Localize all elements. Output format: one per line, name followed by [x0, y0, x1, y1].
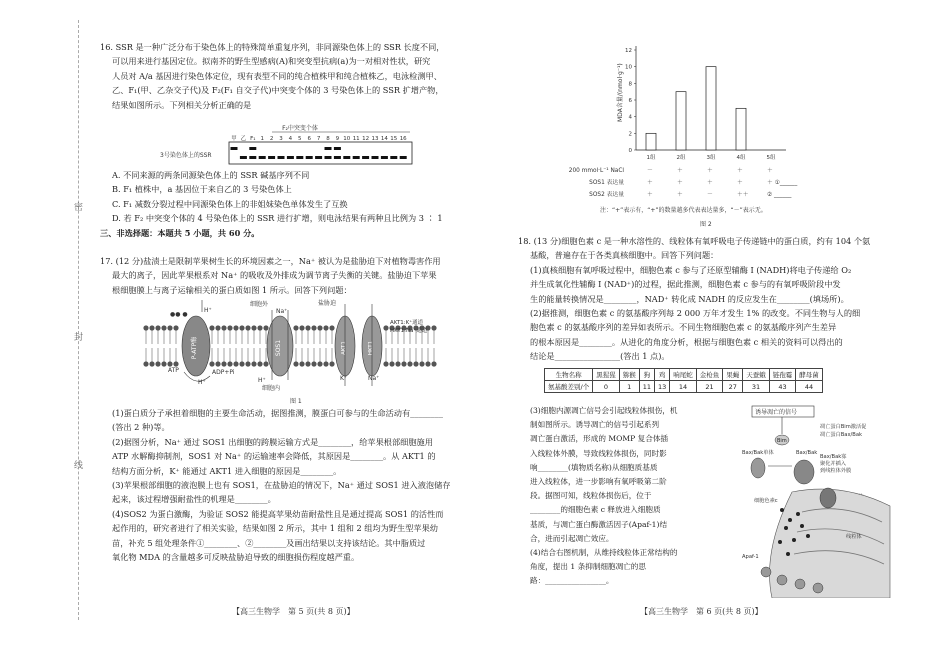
table-cell: 13 — [654, 381, 669, 393]
binding-mark-xian: 线 — [74, 461, 84, 471]
text-line: 最大的离子，因此苹果根系对 Na⁺ 的吸收及外排成为调节离子失衡的关键。盐胁迫下苹果 — [112, 270, 437, 281]
cytc-dot — [800, 524, 804, 528]
lipid-head — [407, 361, 412, 366]
lipid-head — [173, 361, 178, 366]
salt-stress-label: 盐胁迫 — [318, 300, 337, 307]
condition-cell: ＋ — [767, 168, 773, 174]
text-line: ________的细胞色素 c 释放进入细胞质 — [530, 505, 661, 515]
gel-lane-label: 16 — [399, 136, 407, 142]
gel-band — [381, 156, 388, 159]
gel-band — [353, 156, 360, 159]
h-bottom-label: H⁺ — [198, 379, 206, 386]
condition-row-label: SOS1 表达量 — [589, 180, 624, 186]
text-line: 进入线粒体，进一步影响有氧呼吸第二阶 — [530, 477, 667, 487]
table-cell: 11 — [639, 381, 654, 393]
note-line-4: 聚化并插入 — [820, 461, 846, 467]
lipid-head — [239, 325, 244, 330]
mitochondrion-label: 线粒体 — [846, 534, 862, 540]
lipid-head — [167, 361, 172, 366]
text-line: 胞色素 c 的氨基酸序列的差异如表所示。不同生物细胞色素 c 的氨基酸序列产生差异 — [530, 322, 837, 333]
binding-mark-mi: 密 — [74, 203, 84, 213]
gel-band — [306, 156, 313, 159]
condition-cell: ＋＋ — [737, 192, 749, 198]
x-tick-label: 1组 — [646, 155, 656, 161]
lipid-head — [263, 361, 268, 366]
option-d: D. 若 F₂ 中突变个体的 4 号染色体上的 SSR 进行扩增，则电泳结果有两种且比例为 3 ∶ 1 — [112, 213, 443, 224]
text-line: 人员对 A/a 基因进行染色体定位，现有表型不同的纯合植株甲和纯合植株乙，电泳检测甲、 — [112, 70, 442, 81]
lipid-head — [323, 325, 328, 330]
lipid-head — [257, 325, 262, 330]
gel-band — [296, 156, 303, 159]
text-line: 乙、F₁(甲、乙杂交子代)及 F₂(F₁ 自交子代)中突变个体的 3 号染色体上的 SSR 扩增产物， — [112, 85, 444, 96]
membrane-transport-figure — [140, 298, 480, 406]
gel-band — [362, 156, 369, 159]
table-cell: 金枪鱼 — [696, 369, 723, 381]
text-line: 的根本原因是________。从进化的角度分析，根据与细胞色素 c 相关的资料可以得出的 — [530, 336, 843, 347]
cytc-dot — [780, 508, 784, 512]
table-cell: 鸡 — [654, 369, 669, 381]
lipid-head — [305, 361, 310, 366]
apaf-shape — [761, 567, 771, 577]
y-tick-label: 6 — [628, 98, 632, 104]
lipid-head — [173, 325, 178, 330]
bax-monomer-shape — [751, 458, 765, 478]
question-18-stem — [518, 234, 890, 364]
condition-cell: ＋ — [677, 168, 683, 174]
table-cell: 响尾蛇 — [670, 369, 697, 381]
bim-label: Bim — [777, 438, 787, 444]
gel-lane-label: 12 — [362, 136, 370, 142]
adp-label: ADP+Pi — [212, 369, 235, 376]
bax-label: Bax/Bak — [796, 450, 818, 456]
x-tick-label: 5组 — [766, 155, 776, 161]
condition-cell: ＋ — [647, 192, 653, 198]
k-label: K⁺ — [340, 375, 348, 382]
text-line: 结果如图所示。下列相关分析正确的是 — [112, 99, 252, 110]
condition-row-label: SOS2 表达量 — [589, 192, 624, 198]
lipid-head — [215, 361, 220, 366]
text-line: (4)SOS2 为蛋白激酶，为验证 SOS2 能提高苹果幼苗耐盐性且是通过提高 SOS1 的活性而 — [112, 508, 444, 519]
chart-x-tick-labels — [647, 153, 776, 161]
table-cell: 黑猩猩 — [593, 369, 620, 381]
lipid-head — [431, 361, 436, 366]
legend-akt1: AKT1:K⁺通道 — [390, 320, 424, 326]
text-line: 可以用来进行基因定位。拟南芥的野生型感病(A)和突变型抗病(a)为一对相对性状，研究 — [112, 56, 431, 67]
lipid-head — [317, 325, 322, 330]
gel-lane-label: F₁ — [250, 136, 256, 142]
bax-monomer-label: Bax/Bak单体 — [742, 450, 774, 456]
lipid-head — [311, 325, 316, 330]
gel-lane-label: 14 — [380, 136, 388, 142]
lipid-head — [227, 361, 232, 366]
gel-band — [259, 156, 266, 159]
gel-lane-label: 9 — [335, 136, 340, 142]
lipid-head — [221, 325, 226, 330]
text-line: 起来，该过程增强耐盐性的机理是________。 — [112, 494, 276, 505]
text-line: 并生成氧化性辅酶 Ⅰ (NAD⁺)的过程，据此推测，细胞色素 c 参与的有氧呼吸阶段中发 — [530, 279, 841, 290]
apaf-shape — [777, 575, 787, 585]
option-a: A. 不同来源的两条同源染色体上的 SSR 碱基序列不同 — [112, 170, 310, 180]
cytc-dot — [786, 552, 790, 556]
lipid-head — [299, 325, 304, 330]
lipid-head — [245, 361, 250, 366]
amino-acid-table-wrap — [544, 368, 823, 393]
y-tick-label: 12 — [625, 48, 632, 54]
condition-cell: ＋ — [737, 168, 743, 174]
text-line: 基质，与凋亡蛋白酶激活因子(Apaf-1)结 — [530, 519, 668, 529]
lipid-head — [233, 325, 238, 330]
condition-cell: ＋ — [707, 168, 713, 174]
lipid-head — [329, 361, 334, 366]
lipid-head — [167, 325, 172, 330]
gel-lane-label: 甲 — [231, 136, 237, 142]
gel-band — [334, 156, 341, 159]
figure-2-note: 注：“+”表示有，“+”的数量越多代表表达量多，“－”表示无。 — [600, 207, 767, 214]
binding-mark-feng: 封 — [74, 333, 84, 343]
gel-band — [278, 156, 285, 159]
bar — [676, 92, 686, 150]
gel-band — [372, 156, 379, 159]
gel-band — [231, 147, 238, 150]
text-line: 氧化物 MDA 的含量越多可反映盐胁迫导致的细胞损伤程度越严重。 — [112, 552, 360, 563]
gel-band — [325, 156, 332, 159]
table-cell: 44 — [796, 381, 823, 393]
lipid-head — [239, 361, 244, 366]
gel-lane-label: 1 — [260, 136, 264, 142]
figure-2-bar-chart — [540, 32, 870, 232]
gel-row-label: 3号染色体上的SSR — [160, 152, 212, 159]
chart-y-tick-labels — [625, 48, 633, 154]
note-line-5: 到线粒体外膜 — [820, 468, 852, 474]
lipid-head — [419, 361, 424, 366]
text-line: (2)据推测，细胞色素 c 的氨基酸序列每 2 000 万年才发生 1% 的改变。不同生物与人的细 — [530, 308, 861, 319]
gel-lane-label: 8 — [326, 136, 330, 142]
bar — [646, 133, 656, 150]
y-tick-label: 8 — [628, 81, 632, 88]
condition-cell: － — [707, 192, 713, 198]
cytc-dot — [778, 540, 782, 544]
apaf-shape — [813, 583, 823, 593]
table-cell: 果蝇 — [723, 369, 743, 381]
gel-lane-label: 2 — [269, 136, 274, 142]
gel-band — [400, 156, 407, 159]
text-line: 段。据图可知，线粒体损伤后，位于 — [530, 491, 652, 501]
lipid-head — [317, 361, 322, 366]
cell-inside-label: 细胞内 — [262, 385, 281, 392]
gel-lane-label: 乙 — [240, 136, 247, 142]
gel-lane-label: 5 — [298, 136, 302, 142]
lipid-head — [431, 325, 436, 330]
lipid-head — [383, 325, 388, 330]
x-tick-label: 4组 — [736, 155, 746, 161]
cytc-dot — [792, 538, 796, 542]
h-inside-label: H⁺ — [258, 377, 266, 384]
signal-label: 诱导凋亡的信号 — [755, 409, 798, 416]
text-line: 苗，补充 5 组处理条件①________、②________及画出结果以支持该结论。其中脂质过 — [112, 537, 426, 548]
apaf-label: Apaf-1 — [742, 554, 759, 560]
option-c: C. F₁ 减数分裂过程中同源染色体上的非姐妹染色单体发生了互换 — [112, 198, 348, 209]
lipid-head — [293, 325, 298, 330]
lipid-head — [293, 361, 298, 366]
question-18-part3 — [518, 404, 743, 589]
text-line: 18. (13 分)细胞色素 c 是一种水溶性的、线粒体有氧呼吸电子传递链中的蛋白质，约有 104 个氨 — [518, 236, 871, 246]
question-16-stem — [100, 40, 485, 112]
gel-lane-label: 13 — [371, 136, 379, 142]
table-cell: 天蚕蛾 — [743, 369, 770, 381]
question-16-options — [100, 168, 485, 240]
table-cell: 氨基酸差别/个 — [545, 381, 593, 393]
footer-page-6: 【高三生物学 第 6 页(共 8 页)】 — [640, 607, 763, 616]
bar — [706, 67, 716, 150]
table-cell: 14 — [670, 381, 697, 393]
chart-ylabel: MDA含量/(nmol·g⁻¹) — [617, 63, 624, 122]
akt1-label: AKT1 — [341, 341, 347, 355]
gel-lane-label: 15 — [390, 136, 398, 142]
lipid-head — [311, 361, 316, 366]
note-line-1: 凋亡蛋白Bim激活促 — [820, 424, 867, 430]
text-line: 路：________________。 — [530, 576, 614, 586]
gel-band — [287, 156, 294, 159]
lipid-head — [209, 361, 214, 366]
gel-band — [249, 147, 256, 150]
gel-lane-labels — [231, 134, 407, 142]
table-row — [545, 381, 823, 393]
question-17-stem — [100, 254, 485, 297]
y-tick-label: 2 — [628, 131, 632, 138]
text-line: 角度，提出 1 条抑制细胞凋亡的思 — [530, 562, 646, 572]
gel-band — [315, 156, 322, 159]
text-line: (3)细胞内源凋亡信号会引起线粒体损伤，机 — [530, 406, 678, 415]
condition-cell: － — [647, 168, 653, 174]
cytc-dot — [784, 526, 788, 530]
figure-1-caption: 图 1 — [290, 398, 302, 405]
lipid-head — [221, 361, 226, 366]
na-top-label: Na⁺ — [276, 308, 288, 315]
lipid-head — [245, 325, 250, 330]
gel-lane-label: 11 — [352, 136, 360, 142]
gel-band — [249, 156, 256, 159]
gel-band — [240, 156, 247, 159]
apaf-shape — [795, 579, 805, 589]
lipid-head — [251, 361, 256, 366]
table-cell: 31 — [743, 381, 770, 393]
text-line: (2)据图分析，Na⁺ 通过 SOS1 出细胞的跨膜运输方式是________，给苹果根部细胞施用 — [112, 436, 433, 447]
note-line-3: Bax/Bak寡 — [820, 454, 847, 460]
cytc-dot — [796, 512, 800, 516]
text-line: (1)蛋白质分子承担着细胞的主要生命活动，据图推测，膜蛋白可参与的生命活动有________ — [112, 408, 443, 418]
lipid-head — [209, 325, 214, 330]
table-cell: 狗 — [639, 369, 654, 381]
na-bottom-label: Na⁺ — [368, 375, 380, 382]
gel-band — [343, 156, 350, 159]
question-17-subquestions — [100, 406, 485, 564]
condition-row-label: 200 mmol·L⁻¹ NaCl — [568, 168, 624, 174]
gel-lane-label: 10 — [343, 136, 351, 142]
text-line: 起作用的，研究者进行了相关实验，结果如图 2 所示，其中 1 组和 2 组均为野生型苹果幼 — [112, 523, 438, 534]
text-line: 凋亡蛋白激活，形成的 MOMP 复合体插 — [530, 434, 669, 444]
text-line: 结论是________________(答出 1 点)。 — [530, 351, 670, 362]
lipid-head — [323, 361, 328, 366]
gel-band — [325, 147, 332, 150]
lipid-head — [155, 361, 160, 366]
text-line: (答出 2 种)等。 — [112, 422, 170, 433]
p-atpase-label: P-ATP酶 — [191, 336, 198, 360]
momp-complex-shape — [820, 488, 836, 508]
table-cell: 生物名称 — [545, 369, 593, 381]
table-cell: 猕猴 — [619, 369, 639, 381]
text-line: (3)苹果根部细胞的液泡膜上也有 SOS1，在盐胁迫的情况下，Na⁺ 通过 SOS1 进入液泡储存 — [112, 480, 451, 491]
dots-label: ●● ● — [170, 311, 188, 318]
legend-hkt1: HKT1:Na⁺通道 — [390, 328, 428, 334]
gel-electrophoresis-figure — [160, 122, 420, 168]
footer-page-5: 【高三生物学 第 5 页(共 8 页)】 — [232, 607, 355, 616]
section-heading: 三、非选择题：本题共 5 小题，共 60 分。 — [100, 227, 260, 238]
figure-2-caption: 图 2 — [700, 221, 712, 228]
lipid-head — [257, 361, 262, 366]
gel-band — [268, 156, 275, 159]
cell-outside-label: 细胞外 — [250, 301, 269, 308]
apoptosis-mechanism-figure — [742, 402, 892, 598]
lipid-head — [143, 325, 148, 330]
cytc-dot — [806, 534, 810, 538]
text-line: 基酸，普遍存在于各类真核细胞中。回答下列问题： — [530, 250, 719, 261]
text-line: ATP 水解酶抑制剂，SOS1 对 Na⁺ 的运输速率会降低，其原因是________。从 AKT1 的 — [112, 451, 436, 462]
lipid-head — [413, 361, 418, 366]
lipid-head — [251, 325, 256, 330]
lipid-head — [395, 361, 400, 366]
lipid-head — [215, 325, 220, 330]
text-line: 合，进而引起凋亡效应。 — [530, 533, 614, 543]
condition-cell: ＋ — [707, 180, 713, 186]
x-tick-label: 3组 — [706, 155, 716, 161]
binding-dashed-line — [78, 20, 79, 620]
gel-lane-label: 6 — [307, 136, 311, 142]
bax-oligomer-shape — [794, 460, 814, 484]
sos1-label: SOS1 — [275, 339, 282, 357]
table-cell: 21 — [696, 381, 723, 393]
lipid-head — [299, 361, 304, 366]
chart-bars — [646, 67, 746, 150]
cytc-dot — [788, 518, 792, 522]
gel-band — [334, 147, 341, 150]
table-header-row — [545, 369, 823, 381]
lipid-head — [401, 361, 406, 366]
lipid-head — [149, 325, 154, 330]
table-cell: 27 — [723, 381, 743, 393]
hkt1-label: HKT1 — [368, 340, 374, 356]
text-line: 入线粒体外膜，导致线粒体损伤，同时影 — [530, 448, 667, 458]
h-top-label: H⁺ — [204, 307, 212, 314]
lipid-head — [329, 325, 334, 330]
gel-lane-label: 7 — [316, 136, 321, 142]
text-line: 16. SSR 是一种广泛分布于染色体上的特殊简单重复序列，非同源染色体上的 SSR 长度不同， — [100, 42, 445, 52]
condition-table — [569, 167, 798, 198]
table-cell: 43 — [769, 381, 796, 393]
text-line: 17. (12 分)盐渍土是限制苹果树生长的环境因素之一，Na⁺ 被认为是盐胁迫下对植物毒害作用 — [100, 256, 441, 266]
condition-cell: ＋ — [737, 180, 743, 186]
lipid-head — [155, 325, 160, 330]
text-line: 生的能量转换情况是________，NAD⁺ 转化成 NADH 的反应发生在________(填场所)。 — [530, 293, 849, 304]
x-tick-label: 2组 — [676, 155, 686, 161]
condition-cell: ＋ ①______ — [767, 180, 798, 186]
condition-cell: ② ______ — [767, 192, 792, 198]
lipid-head — [227, 325, 232, 330]
condition-cell: ＋ — [677, 192, 683, 198]
table-cell: 酵母菌 — [796, 369, 823, 381]
gel-lane-label: 4 — [288, 136, 293, 142]
lipid-head — [149, 361, 154, 366]
table-cell: 0 — [593, 381, 620, 393]
amino-acid-table — [544, 368, 823, 393]
condition-cell: ＋ — [647, 180, 653, 186]
note-line-2: 凋亡蛋白Bax/Bak — [820, 432, 863, 438]
gel-header: F₂中突变个体 — [282, 125, 318, 132]
text-line: 结构方面分析，K⁺ 能通过 AKT1 进入细胞的原因是________。 — [112, 465, 342, 476]
table-cell: 链孢霉 — [769, 369, 796, 381]
lipid-head — [161, 361, 166, 366]
option-b: B. F₁ 植株中，a 基因位于来自乙的 3 号染色体上 — [112, 184, 292, 195]
lipid-head — [143, 361, 148, 366]
gel-band — [390, 156, 397, 159]
lipid-head — [161, 325, 166, 330]
text-line: 制如图所示。诱导凋亡的信号引起系列 — [530, 420, 660, 430]
lipid-head — [389, 361, 394, 366]
lipid-head — [263, 325, 268, 330]
cytc-label: 细胞色素c — [754, 498, 778, 504]
lipid-head — [383, 361, 388, 366]
lipid-head — [425, 361, 430, 366]
text-line: (1)真核细胞有氧呼吸过程中，细胞色素 c 参与了还原型辅酶 Ⅰ (NADH)将电子传递给 O₂ — [530, 264, 852, 275]
table-cell: 1 — [619, 381, 639, 393]
lipid-head — [233, 361, 238, 366]
text-line: (4)结合右图机制，从维持线粒体正常结构的 — [530, 548, 678, 558]
y-tick-label: 10 — [625, 64, 632, 71]
condition-cell: ＋ — [677, 180, 683, 186]
text-line: 响________(填物质名称)从细胞质基质 — [530, 462, 658, 472]
y-tick-label: 4 — [628, 114, 632, 121]
atp-label: ATP — [168, 367, 179, 374]
bar — [736, 108, 746, 150]
gel-lane-label: 3 — [279, 136, 283, 142]
gel-box — [229, 142, 412, 164]
text-line: 根细胞膜上与离子运输相关的蛋白质如图 1 所示。回答下列问题： — [112, 284, 352, 295]
lipid-head — [305, 325, 310, 330]
y-tick-label: 0 — [628, 148, 632, 154]
